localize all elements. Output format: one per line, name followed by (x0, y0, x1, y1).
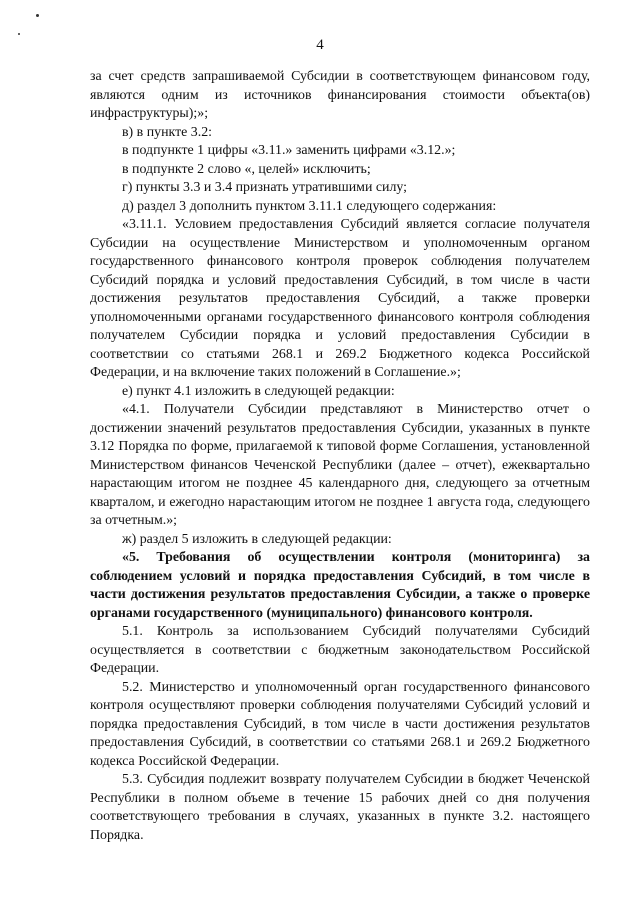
paragraph: д) раздел 3 дополнить пунктом 3.11.1 следующего содержания: (122, 198, 497, 214)
paragraph: 5.1. Контроль за использованием Субсидий получателями Субсидий осуществляется в соответствии с бюджетным законодательством Российской Федерации. (90, 624, 590, 676)
paragraph: ж) раздел 5 изложить в следующей редакции: (122, 531, 392, 547)
scan-speck (36, 14, 39, 17)
paragraph: в подпункте 1 цифры «3.11.» заменить цифрами «3.12.»; (122, 143, 456, 158)
paragraph: «4.1. Получатели Субсидии представляют в Министерство отчет о достижении значений результатов предоставления Субсидии, указанных в пункте 3.12 Порядка по форме, прилагаемой к типовой форме Соглашения, установленной Министерством финансов Чеченской Республики (далее – отчет), ежеквартально нарастающим итогом не позднее 45 календарного дня, следующего за отчетным кварталом, и ежегодно нарастающим итогом не позднее 1 августа года, следующего за отчетным.»; (90, 402, 590, 528)
paragraph: 5.3. Субсидия подлежит возврату получателем Субсидии в бюджет Чеченской Республики в полном объеме в течение 15 рабочих дней со дня получения соответствующего требования в случаях, указанных в пункте 3.2. настоящего Порядка. (90, 772, 590, 843)
paragraph: в подпункте 2 слово «, целей» исключить; (122, 161, 371, 177)
section-heading: «5. Требования об осуществлении контроля (мониторинга) за соблюдением условий и порядка предоставления Субсидий, в том числе в части достижения результатов предоставления Субсидии, а также о проверке органами государственного (муниципального) финансового контроля. (90, 550, 590, 621)
paragraph: е) пункт 4.1 изложить в следующей редакции: (122, 383, 395, 399)
paragraph: «3.11.1. Условием предоставления Субсидий является согласие получателя Субсидии на осуществление Министерством и уполномоченным органом государственного финансового контроля проверок соблюдения получателем Субсидий порядка и условий предоставления Субсидий, в том числе в части достижения результатов предоставления Субсидий, а также проверки уполномоченными органами государственного финансового контроля соблюдения получателем Субсидии порядка и условий предоставления Субсидии в соответствии со статьями 268.1 и 269.2 Бюджетного кодекса Российской Федерации, и на включение таких положений в Соглашение.»; (90, 217, 590, 380)
document-body (90, 68, 590, 845)
page-number: 4 (316, 37, 324, 53)
paragraph: за счет средств запрашиваемой Субсидии в соответствующем финансовом году, являются одним из источников финансирования стоимости объекта(ов) инфраструктуры);»; (90, 69, 590, 121)
paragraph: в) в пункте 3.2: (122, 124, 212, 140)
paragraph: 5.2. Министерство и уполномоченный орган государственного финансового контроля осуществляют проверки соблюдения получателями Субсидий условий и порядка предоставления Субсидий, в том числе в части достижения результатов предоставления Субсидий, в соответствии со статьями 268.1 и 269.2 Бюджетного кодекса Российской Федерации. (90, 679, 590, 769)
scan-speck (18, 33, 20, 35)
paragraph: г) пункты 3.3 и 3.4 признать утратившими силу; (122, 180, 408, 195)
